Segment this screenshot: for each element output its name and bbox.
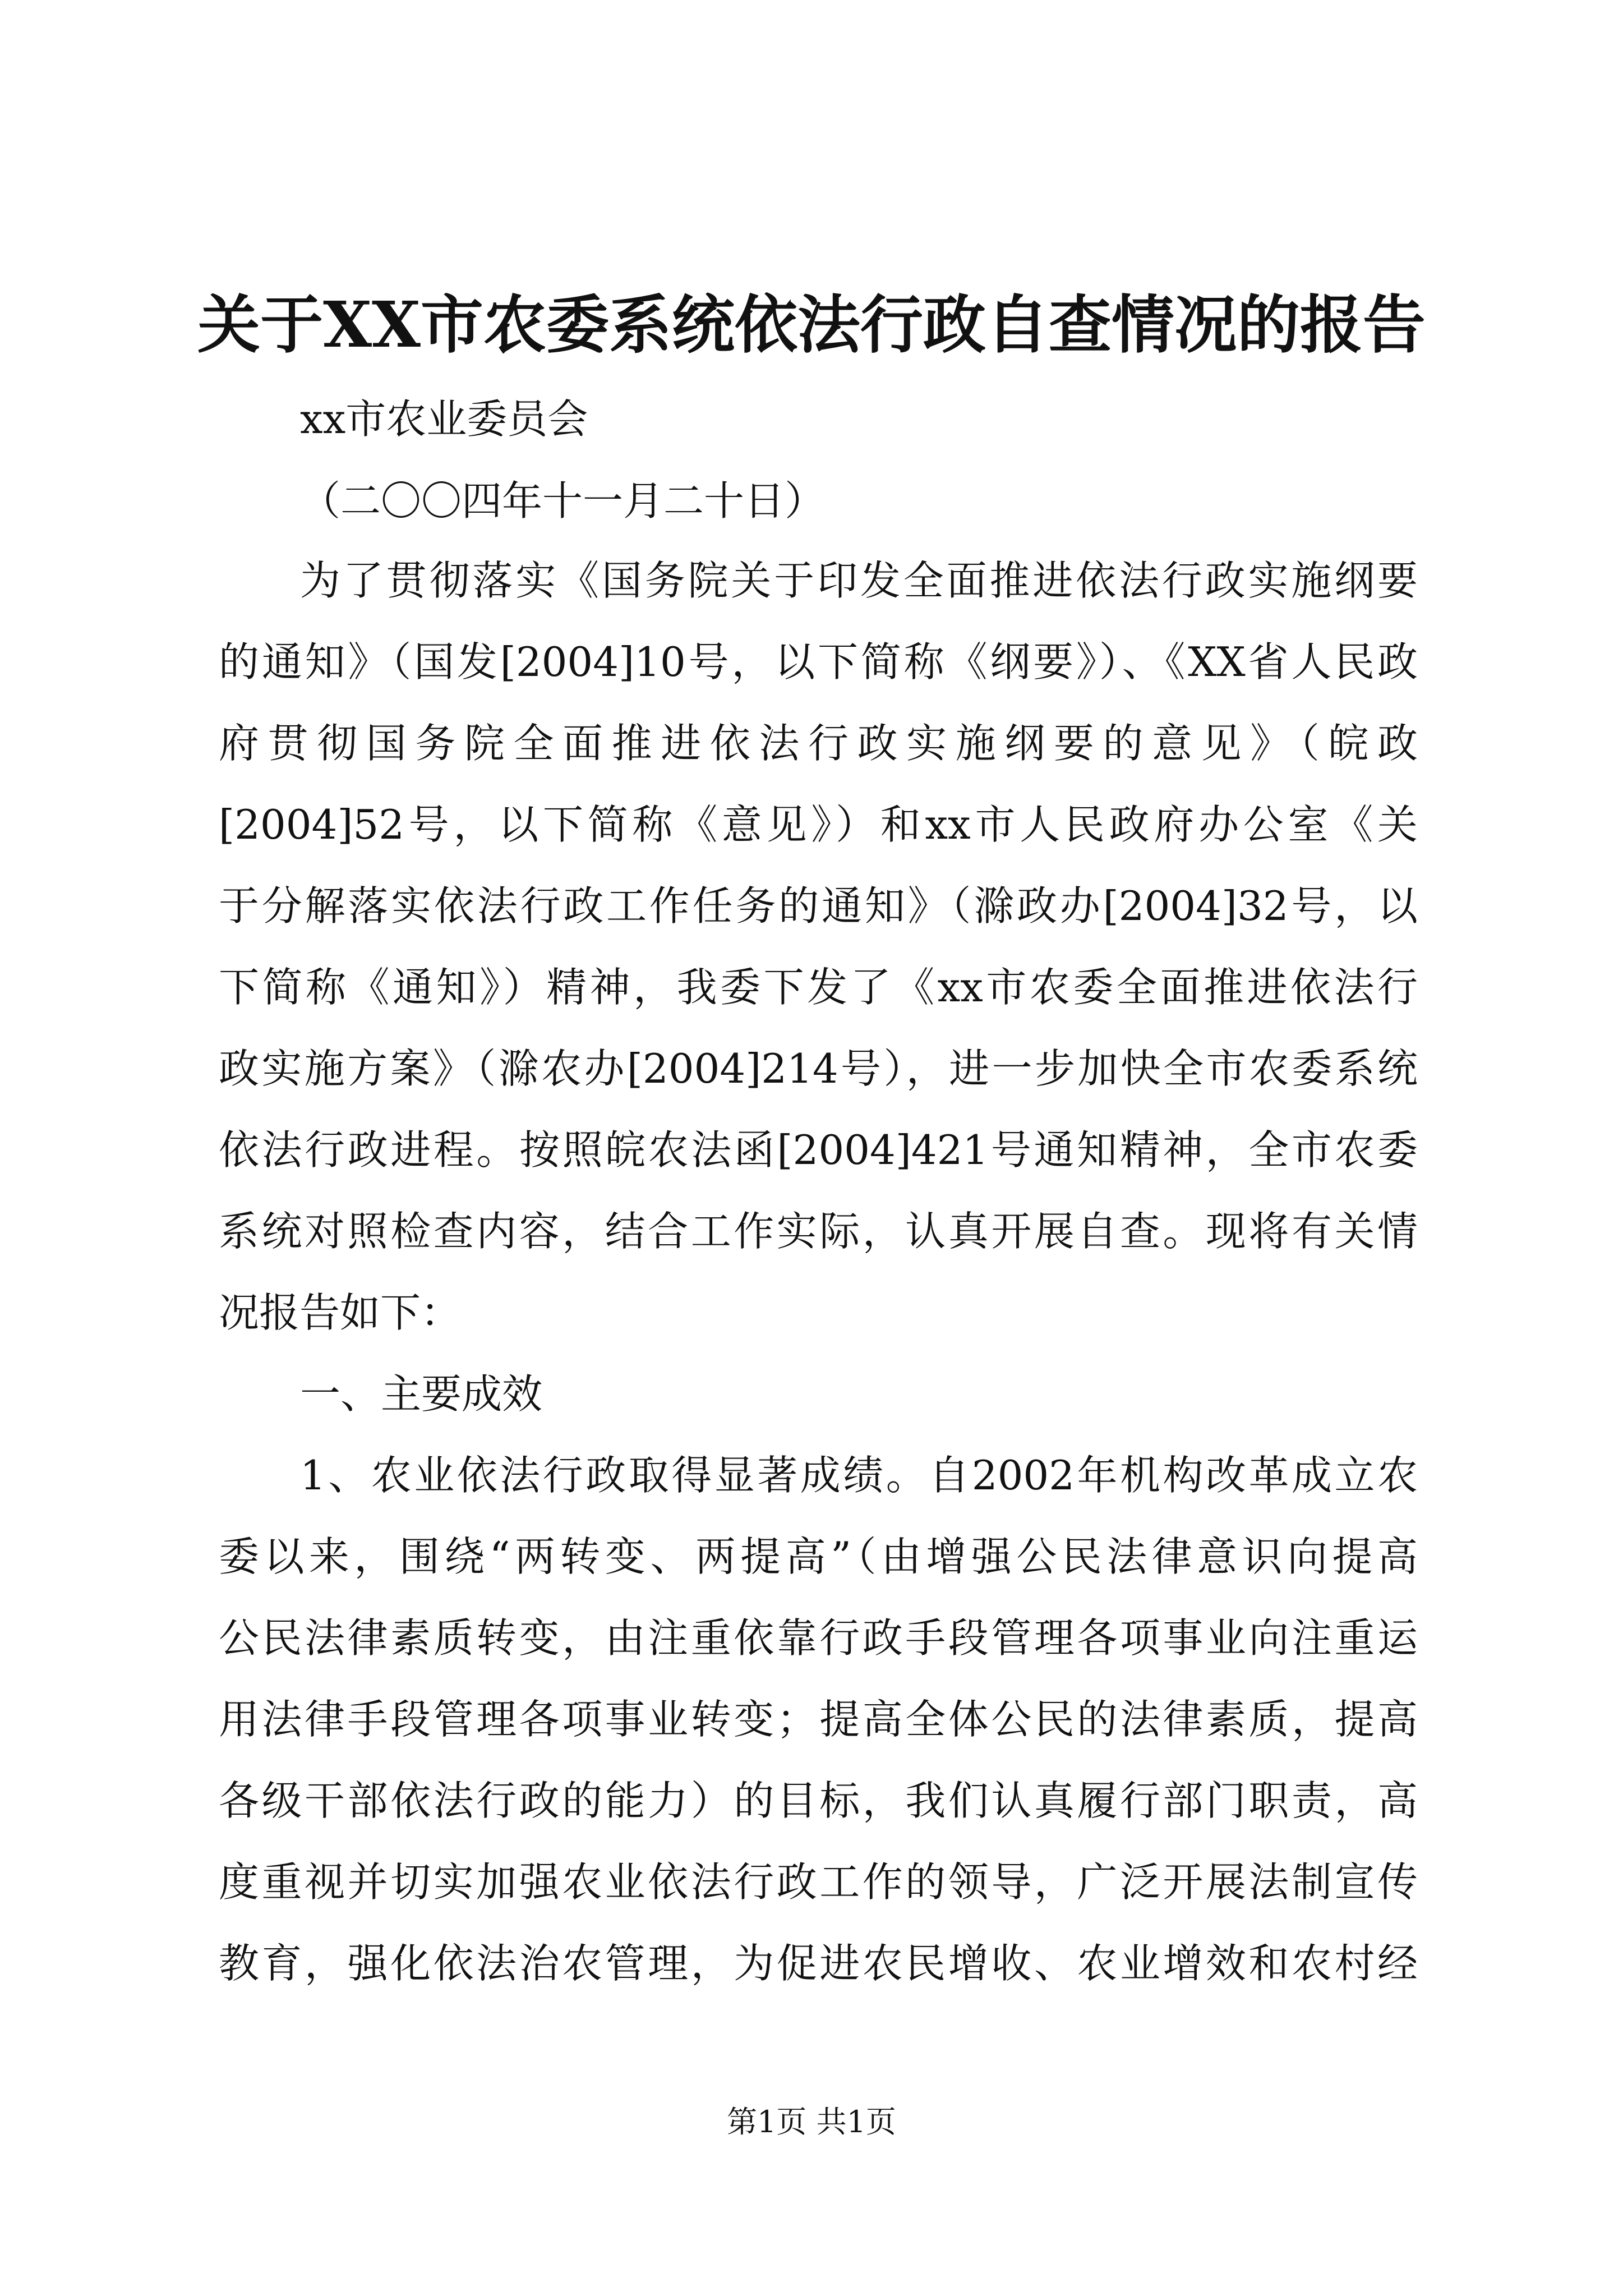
paragraph-line: 用法律手段管理各项事业转变；提高全体公民的法律素质，提高 <box>219 1696 1418 1743</box>
paragraph-line: 公民法律素质转变，由注重依靠行政手段管理各项事业向注重运 <box>219 1614 1418 1662</box>
paragraph-line: 下简称《通知》）精神，我委下发了《xx市农委全面推进依法行 <box>219 964 1418 1011</box>
page-number-footer: 第1页 共1页 <box>727 2104 896 2139</box>
paragraph-line: 委以来，围绕“两转变、两提高”（由增强公民法律意识向提高 <box>219 1533 1418 1580</box>
section-heading: 一、主要成效 <box>300 1370 543 1418</box>
paragraph-line: 度重视并切实加强农业依法行政工作的领导，广泛开展法制宣传 <box>219 1858 1418 1906</box>
paragraph-line: 于分解落实依法行政工作任务的通知》（滁政办[2004]32号，以 <box>219 882 1418 930</box>
paragraph-line: 教育，强化依法治农管理，为促进农民增收、农业增效和农村经 <box>219 1940 1418 1987</box>
paragraph-line: 1、农业依法行政取得显著成绩。自2002年机构改革成立农 <box>300 1452 1418 1499</box>
date-line: （二〇〇四年十一月二十日） <box>300 477 826 524</box>
paragraph-line: 况报告如下： <box>219 1289 462 1336</box>
paragraph-line: [2004]52号，以下简称《意见》）和xx市人民政府办公室《关 <box>219 801 1418 848</box>
paragraph-line: 为了贯彻落实《国务院关于印发全面推进依法行政实施纲要 <box>300 557 1418 604</box>
issuer-line: xx市农业委员会 <box>300 395 588 443</box>
paragraph-line: 府贯彻国务院全面推进依法行政实施纲要的意见》（皖政 <box>219 720 1418 767</box>
paragraph-line: 系统对照检查内容，结合工作实际，认真开展自查。现将有关情 <box>219 1208 1418 1255</box>
paragraph-line: 依法行政进程。按照皖农法函[2004]421号通知精神，全市农委 <box>219 1126 1418 1174</box>
paragraph-line: 各级干部依法行政的能力）的目标，我们认真履行部门职责，高 <box>219 1777 1418 1824</box>
paragraph-line: 的通知》（国发[2004]10号，以下简称《纲要》）、《XX省人民政 <box>219 638 1418 685</box>
document-title: 关于XX市农委系统依法行政自查情况的报告 <box>197 288 1426 362</box>
paragraph-line: 政实施方案》（滁农办[2004]214号），进一步加快全市农委系统 <box>219 1045 1418 1092</box>
